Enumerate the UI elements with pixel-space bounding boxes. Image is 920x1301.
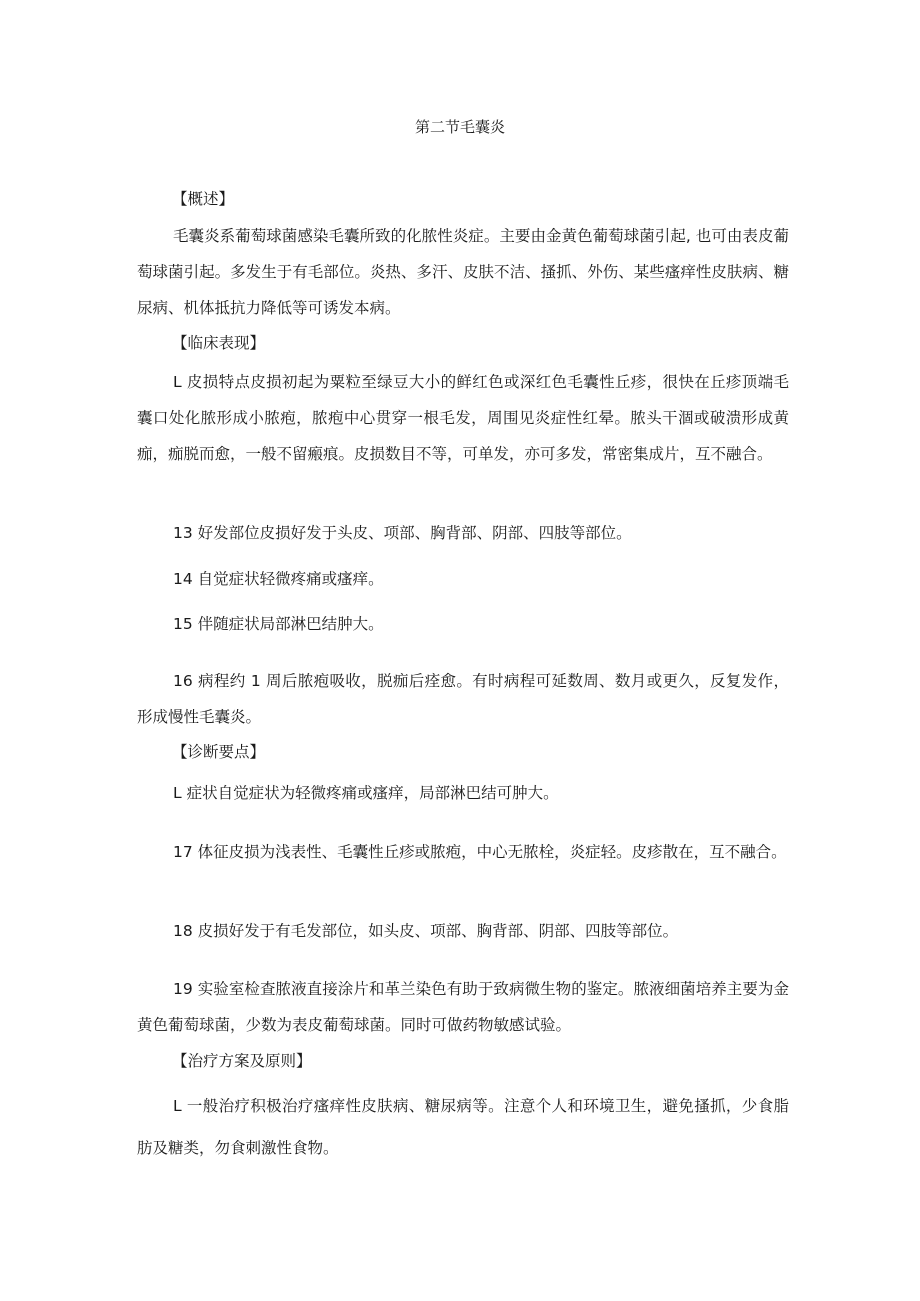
clinical-item-lesion: L 皮损特点皮损初起为粟粒至绿豆大小的鲜红色或深红色毛囊性丘疹，很快在丘疹顶端毛囊口处化脓形成小脓疱，脓疱中心贯穿一根毛发，周围见炎症性红晕。脓头干涸或破溃形成黄痂，痂脱而愈，一般不留瘢痕。皮损数目不等，可单发，亦可多发，常密集成片，互不融合。 bbox=[137, 373, 789, 463]
overview-paragraph: 毛囊炎系葡萄球菌感染毛囊所致的化脓性炎症。主要由金黄色葡萄球菌引起, 也可由表皮葡萄球菌引起。多发生于有毛部位。炎热、多汗、皮肤不洁、搔抓、外伤、某些瘙痒性皮肤病、糖尿病、机体抵抗力降低等可诱发本病。 bbox=[137, 227, 789, 317]
heading-clinical: 【临床表现】 bbox=[172, 334, 266, 352]
section-title: 第二节毛囊炎 bbox=[414, 118, 505, 136]
heading-treatment: 【治疗方案及原则】 bbox=[172, 1052, 312, 1070]
clinical-item-site: 13 好发部位皮损好发于头皮、项部、胸背部、阴部、四肢等部位。 bbox=[173, 524, 632, 542]
heading-overview: 【概述】 bbox=[172, 190, 235, 208]
treatment-item-general: L 一般治疗积极治疗瘙痒性皮肤病、糖尿病等。注意个人和环境卫生，避免搔抓，少食脂肪及糖类，勿食刺激性食物。 bbox=[137, 1097, 789, 1157]
clinical-item-symptom: 14 自觉症状轻微疼痛或瘙痒。 bbox=[173, 570, 384, 588]
diagnosis-item-sign: 17 体征皮损为浅表性、毛囊性丘疹或脓疱，中心无脓栓，炎症轻。皮疹散在，互不融合。 bbox=[173, 843, 787, 861]
diagnosis-item-lab: 19 实验室检查脓液直接涂片和革兰染色有助于致病微生物的鉴定。脓液细菌培养主要为金黄色葡萄球菌，少数为表皮葡萄球菌。同时可做药物敏感试验。 bbox=[137, 980, 789, 1034]
heading-diagnosis: 【诊断要点】 bbox=[172, 743, 266, 761]
clinical-item-course: 16 病程约 1 周后脓疱吸收，脱痂后痊愈。有时病程可延数周、数月或更久，反复发作，形成慢性毛囊炎。 bbox=[137, 672, 789, 726]
diagnosis-item-site: 18 皮损好发于有毛发部位，如头皮、项部、胸背部、阴部、四肢等部位。 bbox=[173, 922, 679, 940]
clinical-item-lymph: 15 伴随症状局部淋巴结肿大。 bbox=[173, 615, 384, 633]
diagnosis-item-symptom: L 症状自觉症状为轻微疼痛或瘙痒，局部淋巴结可肿大。 bbox=[173, 784, 559, 802]
